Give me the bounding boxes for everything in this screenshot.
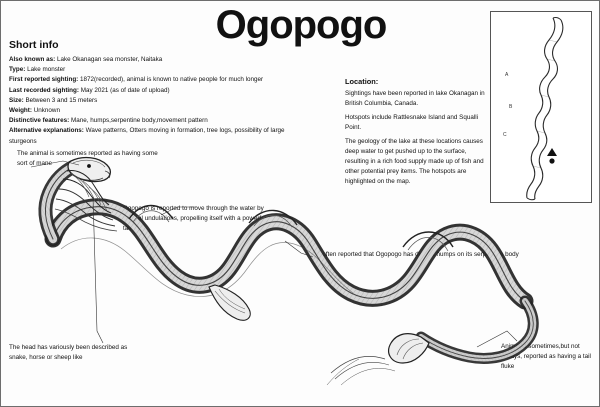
info-value: Lake monster <box>27 66 66 74</box>
map-inset <box>490 11 592 203</box>
info-label: Size: <box>9 96 24 104</box>
info-value: 1872(recorded), animal is known to native people for much longer <box>80 76 264 84</box>
info-row-weight <box>9 106 299 116</box>
info-label: Also known as: <box>9 56 56 63</box>
svg-text:C: C <box>503 132 507 138</box>
info-label: Alternative explanations: <box>9 127 84 135</box>
info-label: Weight: <box>9 106 32 114</box>
tail-fluke <box>389 334 429 363</box>
info-value: May 2021 (as of date of upload) <box>80 86 170 94</box>
creature-flipper <box>209 285 250 320</box>
callout-mane: The animal is sometimes reported as having some sort of mane <box>17 150 158 167</box>
callout-humps: Its often reported that Ogopogo has distinct humps on its serpentine body <box>314 251 519 258</box>
info-value: Lake Okanagan sea monster, Naitaka <box>56 56 163 63</box>
info-row-distinctive-features <box>9 116 299 126</box>
info-label: Last recorded sighting: <box>9 86 79 94</box>
callout-undulation: Ogopogo is reported to move through the water by vertical undulations, propelling itself with a powerful tail <box>123 205 267 232</box>
info-value: Wave patterns, Otters moving in formation, tree logs, possibility of large sturgeons <box>9 127 285 145</box>
callout-tail: Animal is sometimes,but not always, reported as having a tail fluke <box>501 343 591 370</box>
water-strokes <box>327 356 395 385</box>
info-value: Mane, humps,serpentine body,movement pattern <box>70 117 208 125</box>
info-value: Between 3 and 15 meters <box>25 96 98 104</box>
info-label: Distinctive features: <box>9 117 70 125</box>
info-row-last-recorded-sighting <box>9 86 299 96</box>
page-title: Ogopogo <box>215 3 387 47</box>
lake-okanagan-map-icon <box>491 12 591 202</box>
info-label: First reported sighting: <box>9 76 79 84</box>
info-label: Type: <box>9 66 26 74</box>
info-row-type <box>9 65 299 75</box>
location-paragraph-3: The geology of the lake at these locations causes deep water to get pushed up to the surface, resulting in a rich food supply made up of fish and other potential prey items. The hotspots are highlighted on the map. <box>345 137 484 185</box>
info-row-size <box>9 96 299 106</box>
creature-mane <box>55 170 117 231</box>
svg-text:A: A <box>505 72 509 78</box>
short-info-heading: Short info <box>9 39 59 51</box>
info-row-also-known-as <box>9 55 299 65</box>
hotspot-marker <box>547 148 557 164</box>
info-row-alternative-explanations <box>9 126 299 146</box>
location-heading: Location: <box>345 77 379 86</box>
location-paragraph-2: Hotspots include Rattlesnake Island and Squalli Point. <box>345 113 479 131</box>
svg-text:B: B <box>509 104 513 110</box>
short-info-block <box>9 39 299 147</box>
location-block <box>345 77 491 186</box>
callout-head: The head has variously been described as snake, horse or sheep like <box>9 344 128 361</box>
info-value: Unknown <box>33 106 60 114</box>
location-paragraph-1: Sightings have been reported in lake Okanagan in British Columbia, Canada. <box>345 90 485 107</box>
info-row-first-reported-sighting <box>9 75 299 85</box>
